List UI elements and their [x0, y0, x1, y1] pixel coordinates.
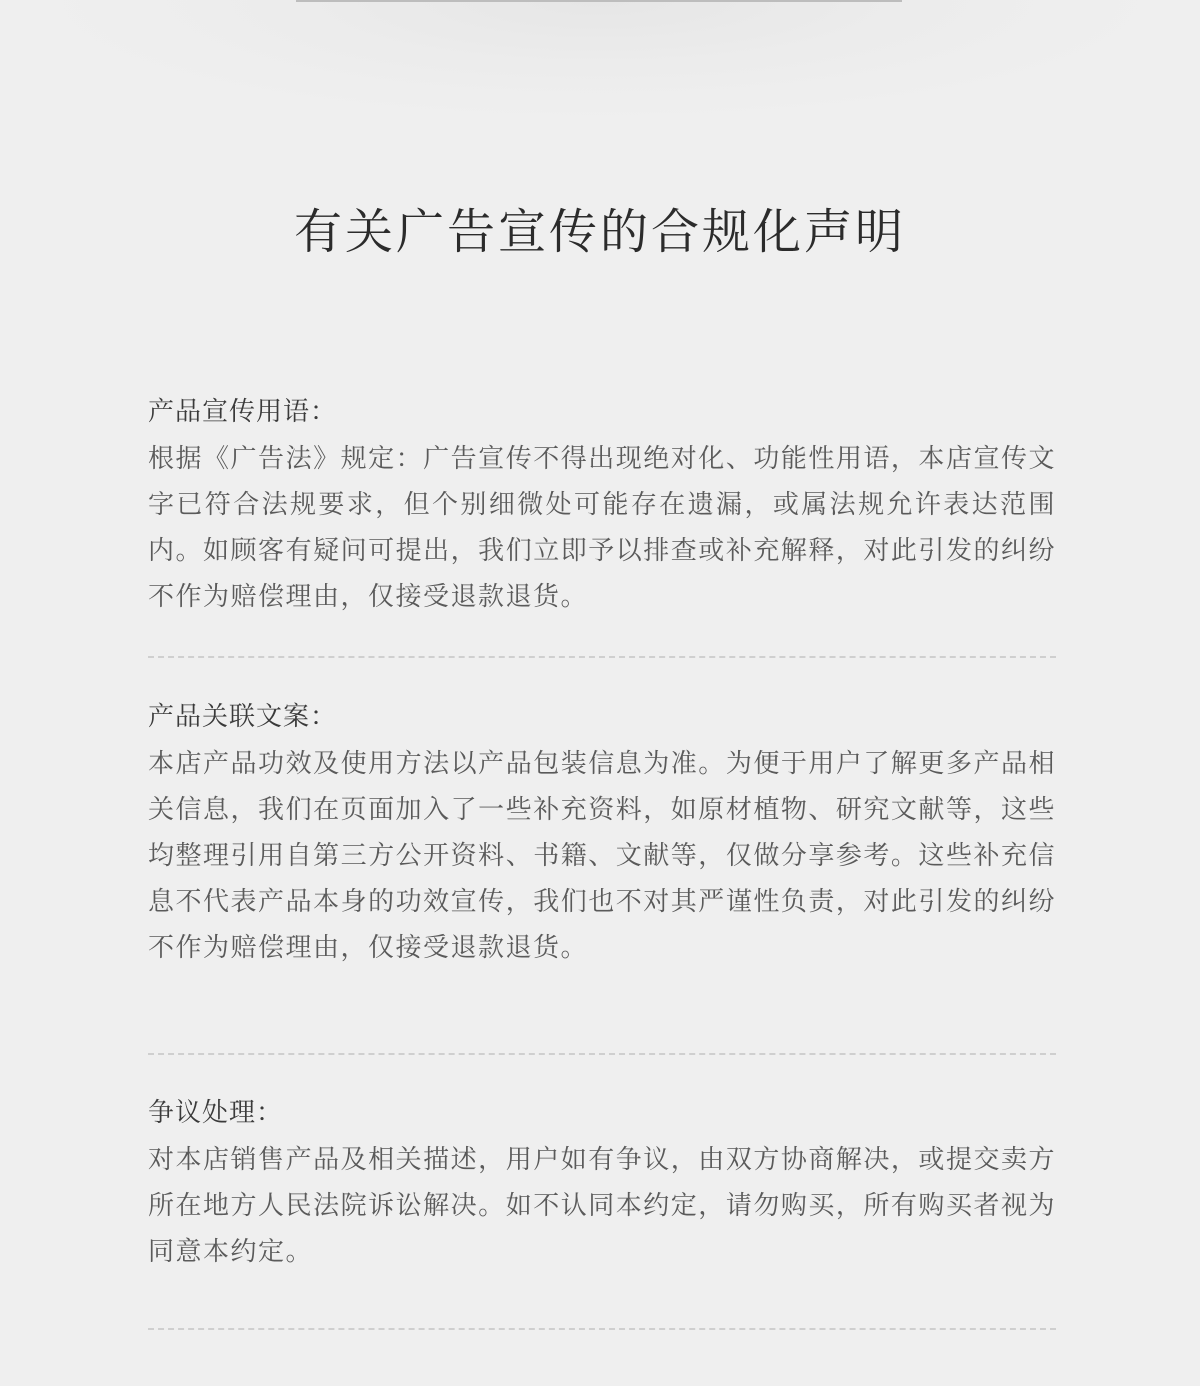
dashed-divider	[148, 1328, 1056, 1330]
section-product-promotion-terms	[148, 392, 1056, 620]
section-body: 根据《广告法》规定：广告宣传不得出现绝对化、功能性用语，本店宣传文字已符合法规要求，但个别细微处可能存在遗漏，或属法规允许表达范围内。如顾客有疑问可提出，我们立即予以排查或补充解释，对此引发的纠纷不作为赔偿理由，仅接受退款退货。	[148, 444, 1056, 612]
section-heading: 产品宣传用语：	[148, 397, 338, 427]
section-related-copy	[148, 697, 1056, 971]
section-body: 本店产品功效及使用方法以产品包装信息为准。为便于用户了解更多产品相关信息，我们在页面加入了一些补充资料，如原材植物、研究文献等，这些均整理引用自第三方公开资料、书籍、文献等，仅做分享参考。这些补充信息不代表产品本身的功效宣传，我们也不对其严谨性负责，对此引发的纠纷不作为赔偿理由，仅接受退款退货。	[148, 749, 1056, 963]
top-edge-line	[296, 0, 902, 2]
top-shade	[0, 0, 1200, 140]
section-heading: 争议处理：	[148, 1098, 284, 1128]
section-dispute-resolution	[148, 1093, 1056, 1275]
dashed-divider	[148, 656, 1056, 658]
section-body: 对本店销售产品及相关描述，用户如有争议，由双方协商解决，或提交卖方所在地方人民法院诉讼解决。如不认同本约定，请勿购买，所有购买者视为同意本约定。	[148, 1145, 1056, 1267]
page-title: 有关广告宣传的合规化声明	[293, 204, 906, 260]
section-heading: 产品关联文案：	[148, 702, 338, 732]
dashed-divider	[148, 1053, 1056, 1055]
